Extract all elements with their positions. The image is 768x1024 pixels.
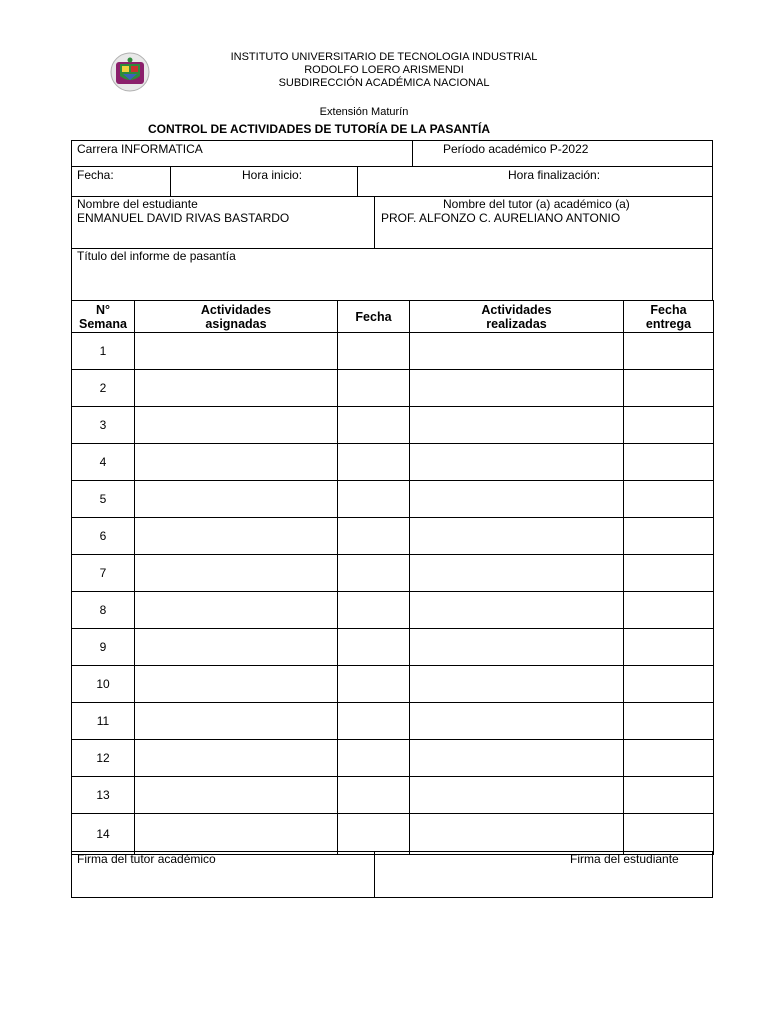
delivery-date-cell[interactable] <box>624 444 714 481</box>
date-cell[interactable] <box>338 444 410 481</box>
week-number-cell: 9 <box>72 629 135 666</box>
document-title: CONTROL DE ACTIVIDADES DE TUTORÍA DE LA PASANTÍA <box>148 122 491 136</box>
time-row <box>71 166 713 197</box>
week-number-cell: 2 <box>72 370 135 407</box>
week-number-cell: 6 <box>72 518 135 555</box>
week-number-cell: 5 <box>72 481 135 518</box>
assigned-activities-cell[interactable] <box>135 518 338 555</box>
table-row <box>72 333 714 370</box>
date-cell[interactable] <box>338 740 410 777</box>
completed-activities-cell[interactable] <box>410 370 624 407</box>
names-divider <box>374 196 375 249</box>
date-header: Fecha <box>338 301 410 333</box>
completed-activities-cell[interactable] <box>410 777 624 814</box>
week-number-cell: 12 <box>72 740 135 777</box>
week-number-cell: 13 <box>72 777 135 814</box>
end-time-field[interactable]: Hora finalización: <box>508 168 601 182</box>
table-row <box>72 407 714 444</box>
date-cell[interactable] <box>338 777 410 814</box>
completed-activities-cell[interactable] <box>410 592 624 629</box>
assigned-activities-cell[interactable] <box>135 370 338 407</box>
completed-activities-cell[interactable] <box>410 481 624 518</box>
assigned-activities-cell[interactable] <box>135 444 338 481</box>
completed-activities-cell[interactable] <box>410 666 624 703</box>
delivery-date-cell[interactable] <box>624 703 714 740</box>
assigned-activities-cell[interactable] <box>135 555 338 592</box>
assigned-activities-cell[interactable] <box>135 629 338 666</box>
institute-name: INSTITUTO UNIVERSITARIO DE TECNOLOGIA INDUSTRIAL <box>230 51 538 63</box>
table-row <box>72 629 714 666</box>
student-name-field[interactable]: ENMANUEL DAVID RIVAS BASTARDO <box>77 211 290 225</box>
assigned-activities-cell[interactable] <box>135 814 338 855</box>
week-number-cell: 1 <box>72 333 135 370</box>
assigned-activities-cell[interactable] <box>135 333 338 370</box>
delivery-date-cell[interactable] <box>624 333 714 370</box>
completed-activities-cell[interactable] <box>410 629 624 666</box>
subdirection-name: SUBDIRECCIÓN ACADÉMICA NACIONAL <box>278 77 490 89</box>
extension-label: Extensión Maturín <box>319 106 409 118</box>
date-cell[interactable] <box>338 703 410 740</box>
assigned-activities-cell[interactable] <box>135 777 338 814</box>
week-number-cell: 11 <box>72 703 135 740</box>
table-row <box>72 555 714 592</box>
assigned-activities-header: Actividades asignadas <box>135 301 338 333</box>
delivery-date-cell[interactable] <box>624 814 714 855</box>
institute-subname: RODOLFO LOERO ARISMENDI <box>304 64 464 76</box>
tutor-name-label: Nombre del tutor (a) académico (a) <box>443 197 630 211</box>
completed-activities-cell[interactable] <box>410 444 624 481</box>
week-number-cell: 4 <box>72 444 135 481</box>
completed-activities-header: Actividades realizadas <box>410 301 624 333</box>
completed-activities-cell[interactable] <box>410 703 624 740</box>
delivery-date-cell[interactable] <box>624 777 714 814</box>
delivery-date-cell[interactable] <box>624 740 714 777</box>
date-cell[interactable] <box>338 370 410 407</box>
delivery-date-cell[interactable] <box>624 555 714 592</box>
date-cell[interactable] <box>338 333 410 370</box>
student-name-label: Nombre del estudiante <box>77 197 198 211</box>
date-cell[interactable] <box>338 592 410 629</box>
week-number-header: N° Semana <box>72 301 135 333</box>
table-row <box>72 740 714 777</box>
assigned-activities-cell[interactable] <box>135 481 338 518</box>
table-row <box>72 703 714 740</box>
delivery-date-cell[interactable] <box>624 481 714 518</box>
delivery-date-cell[interactable] <box>624 518 714 555</box>
date-cell[interactable] <box>338 555 410 592</box>
signatures-divider <box>374 851 375 898</box>
completed-activities-cell[interactable] <box>410 555 624 592</box>
table-row <box>72 814 714 855</box>
tutor-signature-field[interactable]: Firma del tutor académico <box>77 852 216 866</box>
date-cell[interactable] <box>338 629 410 666</box>
report-title-label[interactable]: Título del informe de pasantía <box>77 249 236 263</box>
delivery-date-header: Fecha entrega <box>624 301 714 333</box>
week-number-cell: 10 <box>72 666 135 703</box>
week-number-cell: 14 <box>72 814 135 855</box>
table-row <box>72 666 714 703</box>
date-cell[interactable] <box>338 481 410 518</box>
week-number-cell: 7 <box>72 555 135 592</box>
completed-activities-cell[interactable] <box>410 407 624 444</box>
completed-activities-cell[interactable] <box>410 814 624 855</box>
completed-activities-cell[interactable] <box>410 518 624 555</box>
date-field[interactable]: Fecha: <box>77 168 114 182</box>
student-signature-field[interactable]: Firma del estudiante <box>570 852 679 866</box>
table-row <box>72 370 714 407</box>
week-number-cell: 3 <box>72 407 135 444</box>
table-row <box>72 592 714 629</box>
activities-table <box>71 300 714 855</box>
completed-activities-cell[interactable] <box>410 740 624 777</box>
delivery-date-cell[interactable] <box>624 592 714 629</box>
table-row <box>72 518 714 555</box>
date-cell[interactable] <box>338 666 410 703</box>
completed-activities-cell[interactable] <box>410 333 624 370</box>
week-number-cell: 8 <box>72 592 135 629</box>
table-row <box>72 481 714 518</box>
delivery-date-cell[interactable] <box>624 407 714 444</box>
date-cell[interactable] <box>338 407 410 444</box>
delivery-date-cell[interactable] <box>624 370 714 407</box>
date-cell[interactable] <box>338 814 410 855</box>
academic-period-field[interactable]: Período académico P-2022 <box>443 142 589 156</box>
start-time-field[interactable]: Hora inicio: <box>242 168 303 182</box>
date-cell[interactable] <box>338 518 410 555</box>
assigned-activities-cell[interactable] <box>135 592 338 629</box>
assigned-activities-cell[interactable] <box>135 740 338 777</box>
career-field[interactable]: Carrera INFORMATICA <box>77 142 203 156</box>
table-row <box>72 777 714 814</box>
assigned-activities-cell[interactable] <box>135 407 338 444</box>
assigned-activities-cell[interactable] <box>135 703 338 740</box>
delivery-date-cell[interactable] <box>624 629 714 666</box>
table-row <box>72 444 714 481</box>
tutor-name-field[interactable]: PROF. ALFONZO C. AURELIANO ANTONIO <box>381 211 621 225</box>
table-header-row <box>72 301 714 333</box>
assigned-activities-cell[interactable] <box>135 666 338 703</box>
delivery-date-cell[interactable] <box>624 666 714 703</box>
